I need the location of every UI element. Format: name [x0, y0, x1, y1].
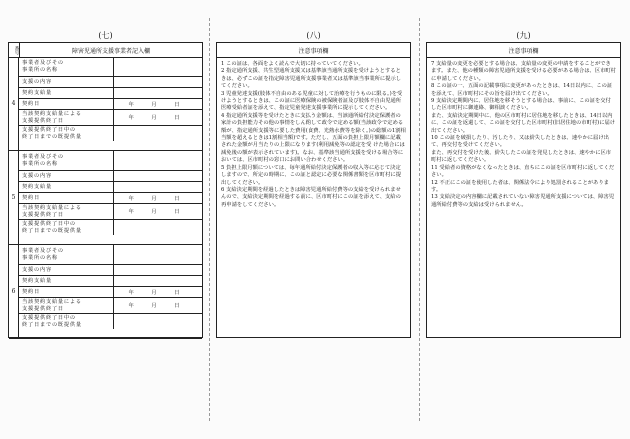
entry-row-amount [19, 182, 202, 193]
entry-row-amount [19, 88, 202, 99]
row-value [114, 151, 202, 170]
panel-8-label: (八) [306, 31, 321, 40]
row-value [114, 265, 202, 275]
row-label [19, 126, 114, 141]
row-label [19, 99, 114, 109]
row-value [114, 171, 202, 181]
panel-7-label: (七) [98, 31, 113, 40]
note-paragraph: 2 指定通所支援、共生型通所支援又は基準該当通所支援を受けようとするときは、必ずこの証を指定障害児通所支援事業者又は基準該当事業所に提示してください。 [221, 68, 402, 90]
entry-row-facility [19, 245, 202, 265]
row-label [19, 110, 114, 125]
row-value: 年 月 日 [128, 195, 188, 202]
row-label-line: 終了日までの既提供量 [22, 321, 82, 328]
entry-row-remaining [19, 314, 202, 329]
row-label-line: 当該契約支給量による [22, 299, 82, 306]
notes-panel-8 [216, 42, 411, 338]
row-value [114, 77, 202, 87]
fold-line [419, 18, 420, 421]
entry-row-usage [19, 204, 202, 220]
note-paragraph: 12 不正にこの証を使用した者は、関係法令により処罰されることがあります。 [431, 179, 609, 193]
row-label-line: 当該契約支給量による [22, 205, 82, 212]
row-label [19, 298, 114, 313]
entry-row-content [19, 171, 202, 182]
provider-entry-table [8, 42, 203, 338]
row-label-line: 契約支給量 [22, 183, 52, 190]
row-label [19, 77, 114, 87]
note-paragraph: 8 この証の一、五面の記載事項に変更があったときは、14日以内に、この証を添えて、区市町村にその旨を届け出てください。 [431, 83, 613, 97]
row-value [114, 314, 202, 329]
entry-row-contract-date [19, 99, 202, 110]
row-label [19, 220, 114, 235]
note-paragraph: また、支給決定期間中に、他の区市町村に居住地を移したときは、14日以内に、この証を返還して、この証を交付した区市町村(旧居住地の市町村)に届け出てください。 [431, 112, 616, 134]
row-label-line: 支援の内容 [22, 266, 52, 273]
entry-group [9, 151, 202, 245]
note-paragraph: 5 負担上限月額については、毎年通所給付決定保護者の収入等に応じて決定しますので、所定の時期に、この証と認定に必要な関係書類を区市町村に提出してください。 [221, 164, 401, 186]
row-label [19, 151, 114, 170]
row-label-line: 事業所の名称 [22, 254, 58, 261]
entry-row-contract-date [19, 287, 202, 298]
row-label-line: 当該契約支給量による [22, 111, 82, 118]
row-label-line: 支援提供終了日中の [22, 127, 76, 134]
row-label-line: 支援提供終了日中の [22, 315, 76, 322]
notes-body [427, 58, 620, 212]
notes-panel-9 [426, 42, 621, 338]
row-value [114, 88, 202, 98]
row-value [114, 182, 202, 192]
row-value: 年 月 日 [128, 209, 188, 215]
row-label [19, 193, 114, 203]
row-label [19, 182, 114, 192]
row-label-line: 契約日 [22, 288, 40, 295]
number-header: 番号 [9, 43, 20, 57]
row-value: 年 月 日 [128, 115, 188, 121]
entry-row-usage [19, 298, 202, 314]
row-value [114, 245, 202, 264]
fold-line [209, 18, 210, 421]
note-paragraph: 13 支給決定の内容欄に記載されていない障害児通所支援については、障害児通所給付費等の支給は受けられません。 [431, 194, 615, 208]
row-label [19, 276, 114, 286]
entry-row-content [19, 265, 202, 276]
panel-9-label: (九) [516, 31, 531, 40]
row-label-line: 支援提供終了日 [22, 305, 64, 312]
group-number: 4 [9, 57, 19, 150]
note-paragraph: 10 この証を破損したり、汚したり、又は紛失したときは、速やかに届け出て、再交付を受けてください。 [431, 135, 609, 149]
note-paragraph: 11 受給者の資格がなくなったときは、直ちにこの証を区市町村に返してください。 [431, 164, 615, 179]
row-label-line: 支援提供終了日 [22, 211, 64, 218]
note-paragraph: 1 この証は、各面をよく読んで大切に持っていてください。 [221, 61, 364, 67]
row-value [114, 126, 202, 141]
row-label [19, 204, 114, 219]
group-number: 6 [9, 245, 19, 338]
row-label-line: 契約支給量 [22, 277, 52, 284]
row-label [19, 287, 114, 297]
row-value [114, 220, 202, 235]
row-label [19, 171, 114, 181]
row-value: 年 月 日 [128, 289, 188, 296]
note-paragraph: 6 支給決定期間を経過したときは障害児通所給付費等の支給を受けられませんので、支給決定期間を経過する前に、区市町村にこの証を添えて、支給の再申請をしてください。 [221, 186, 401, 208]
row-value [114, 276, 202, 286]
table-title: 障害児通所支援事業者記入欄 [71, 47, 150, 55]
entry-row-facility [19, 151, 202, 171]
row-label-line: 終了日までの既提供量 [22, 133, 82, 140]
row-label-line: 支援の内容 [22, 172, 52, 179]
entry-row-content [19, 77, 202, 88]
row-label [19, 57, 114, 76]
row-value: 年 月 日 [128, 101, 188, 108]
entry-row-amount [19, 276, 202, 287]
entry-row-facility [19, 57, 202, 77]
entry-row-remaining [19, 220, 202, 235]
row-label [19, 88, 114, 98]
row-label-line: 事業者及びその [22, 248, 64, 255]
entry-row-remaining [19, 126, 202, 141]
row-label [19, 245, 114, 264]
row-value [114, 57, 202, 76]
row-label-line: 契約日 [22, 194, 40, 201]
row-label-line: 支援提供終了日 [22, 117, 64, 124]
note-paragraph: 4 指定通所支援等を受けたときに支払う金額は、当該通所給付決定保護者の家計の負担能力その他の事情をしん酌して政令で定める額(当該政令で定める額が、指定通所支援等に要した費用(食費、光熱水費等を除く。)の総額の1割相当額を超えるときは1割相当額)です。ただし、五面の負担上限月額欄に記載された金額が月当たりの上限になります(利用減免等の認定を受 けた場合には減免後の額が表示されています)。なお、基準該当通所支援を受ける場合等においては、区市町村の窓口にお問い合わせください。 [221, 112, 406, 164]
row-label [19, 314, 114, 329]
row-label-line: 契約日 [22, 100, 40, 107]
group-number: 5 [9, 151, 19, 244]
note-paragraph: 3 児童発達支援(肢体不自由のある児童に対して治療を行うものに限る。)を受けようとするときは、この証に医療保険の被保険者証及び肢体不自由児通所医療受給者証を添えて、指定児童発達支援事業所に提示してください。 [221, 90, 403, 112]
entry-row-contract-date [19, 193, 202, 204]
note-paragraph: また、再交付を受けた後、紛失したこの証を発見したときは、速やかに区市町村に返してください。 [431, 149, 612, 164]
note-paragraph: 7 支給量の変更を必要とする場合は、支給量の変更の申請をすることができます。また、他の種類の障害児通所支援を受ける必要がある場合は、区市町村に申請してください。 [431, 61, 616, 82]
table-header [9, 43, 202, 58]
notes-title: 注意事項欄 [217, 43, 410, 58]
row-label-line: 事業者及びその [22, 60, 64, 67]
row-label-line: 事業者及びその [22, 154, 64, 161]
row-label-line: 契約支給量 [22, 89, 52, 96]
row-value: 年 月 日 [128, 303, 188, 309]
row-label-line: 事業所の名称 [22, 160, 58, 167]
row-label-line: 事業所の名称 [22, 66, 58, 73]
notes-title: 注意事項欄 [427, 43, 620, 58]
row-label-line: 支援の内容 [22, 78, 52, 85]
entry-group [9, 245, 202, 339]
notes-body [217, 58, 410, 212]
row-label-line: 終了日までの既提供量 [22, 227, 82, 234]
row-label [19, 265, 114, 275]
entry-group [9, 57, 202, 151]
entry-row-usage [19, 110, 202, 126]
note-paragraph: 9 支給決定期間内に、居住地を移そうとする場合は、事前に、この証を交付した区市町村に御連絡、御相談ください。 [431, 98, 611, 112]
row-label-line: 支援提供終了日中の [22, 221, 76, 228]
